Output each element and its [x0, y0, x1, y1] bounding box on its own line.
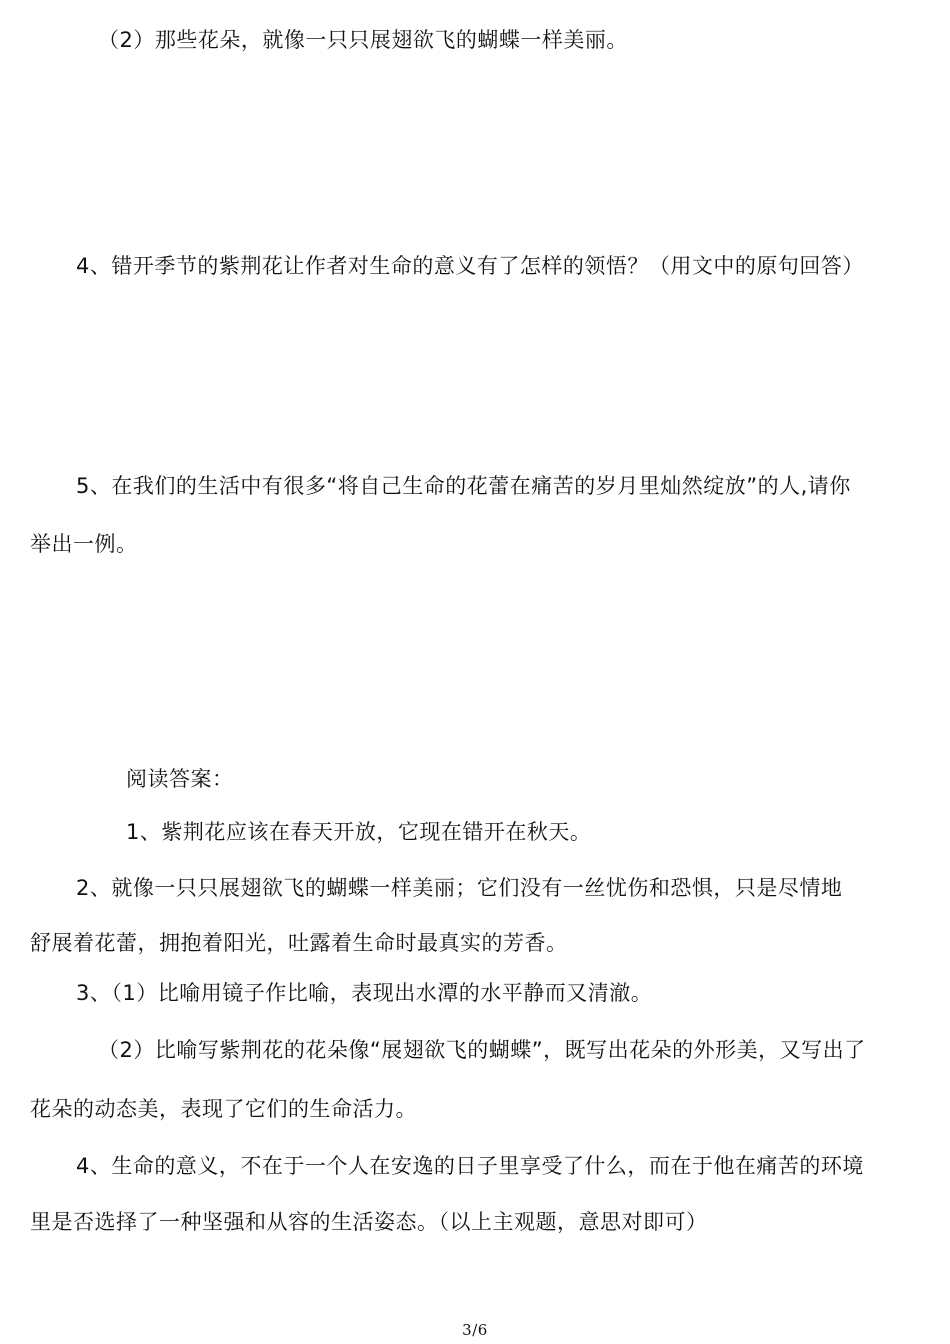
answer-4-line-2: 里是否选择了一种坚强和从容的生活姿态。（以上主观题，意思对即可）: [30, 1210, 708, 1234]
answer-3-2-line-1: （2）比喻写紫荆花的花朵像“展翅欲飞的蝴蝶”，既写出花朵的外形美，又写出了: [98, 1038, 866, 1062]
answer-3-2-line-2: 花朵的动态美，表现了它们的生命活力。: [30, 1097, 417, 1121]
answer-2-line-1: 2、就像一只只展翅欲飞的蝴蝶一样美丽；它们没有一丝忧伤和恐惧，只是尽情地: [76, 876, 843, 900]
answer-2-line-2: 舒展着花蕾，拥抱着阳光，吐露着生命时最真实的芳香。: [30, 931, 568, 955]
answer-4-line-1: 4、生命的意义，不在于一个人在安逸的日子里享受了什么，而在于他在痛苦的环境: [76, 1154, 864, 1178]
page-number: 3/6: [462, 1321, 488, 1339]
question-5-line-2: 举出一例。: [30, 532, 138, 556]
question-4: 4、错开季节的紫荆花让作者对生命的意义有了怎样的领悟？（用文中的原句回答）: [76, 254, 864, 278]
answers-heading: 阅读答案：: [126, 767, 234, 791]
question-3-2: （2）那些花朵，就像一只只展翅欲飞的蝴蝶一样美丽。: [98, 28, 628, 52]
answer-3-1: 3、（1）比喻用镜子作比喻，表现出水潭的水平静而又清澈。: [76, 981, 653, 1005]
answer-1: 1、紫荆花应该在春天开放，它现在错开在秋天。: [126, 820, 592, 844]
question-5-line-1: 5、在我们的生活中有很多“将自己生命的花蕾在痛苦的岁月里灿然绽放”的人,请你: [76, 474, 851, 498]
